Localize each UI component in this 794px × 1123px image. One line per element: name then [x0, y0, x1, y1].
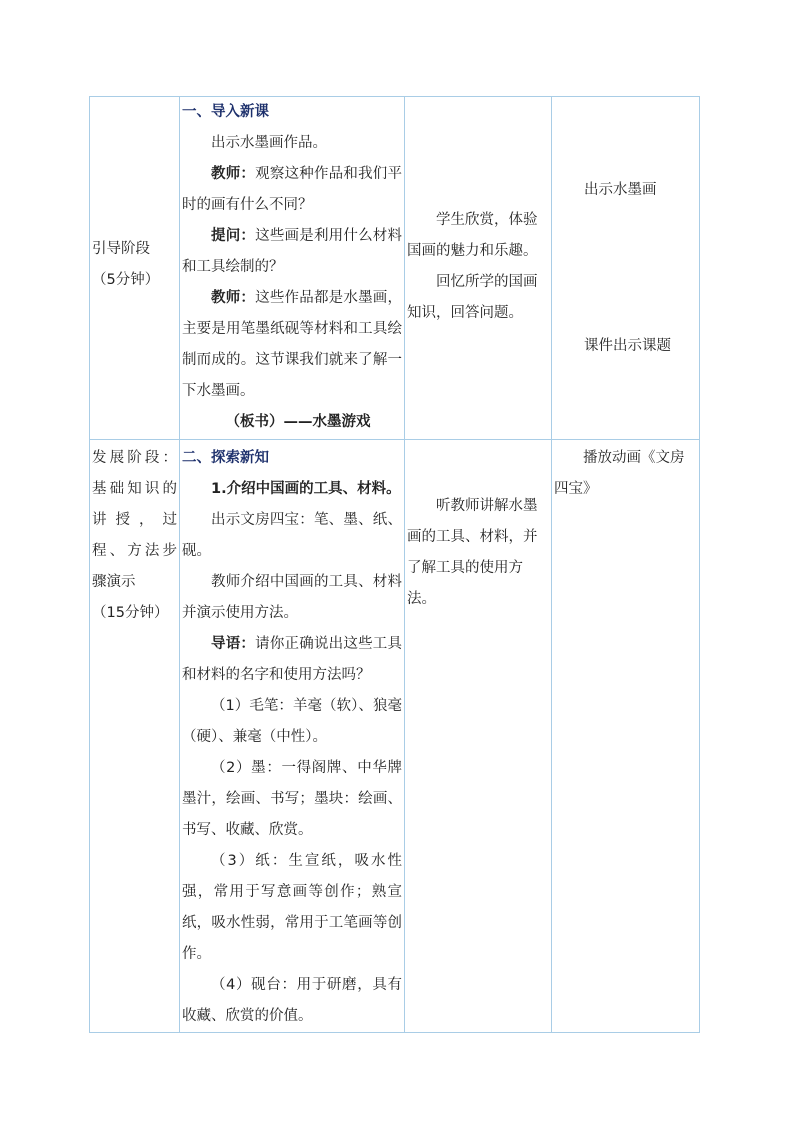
stage-time: （5分钟）: [92, 272, 160, 288]
stage-label: 发展阶段：基础知识的讲授，过程、方法步骤演示: [92, 450, 177, 590]
lesson-plan-table: [89, 96, 700, 1033]
teacher-label: 教师：: [211, 166, 256, 182]
table-row: [90, 97, 700, 440]
student-text-2: 回忆所学的国画知识，回答问题。: [407, 274, 538, 321]
stage-cell: [90, 97, 180, 440]
teacher-text: 观察这种作品和我们平时的画有什么不同？: [182, 166, 402, 213]
teacher2-text: 这些作品都是水墨画，主要是用笔墨纸砚等材料和工具绘制而成的。这节课我们就来了解一下水墨画。: [182, 290, 402, 399]
section-heading: 二、探索新知: [182, 450, 269, 466]
guide-text: 请你正确说出这些工具和材料的名字和使用方法吗？: [182, 636, 402, 683]
stage-label: 引导阶段: [92, 241, 150, 257]
media-cell: [552, 97, 700, 440]
list-item: （3）纸：生宣纸，吸水性强，常用于写意画等创作；熟宣纸，吸水性弱，常用于工笔画等创作。: [182, 853, 402, 962]
teacher-intro: 教师介绍中国画的工具、材料并演示使用方法。: [182, 574, 402, 621]
teacher-paragraph-2: [182, 283, 402, 407]
media-text-1: 播放动画《文房四宝》: [554, 450, 685, 497]
media-text-1: 出示水墨画: [584, 182, 657, 198]
show-line: 出示文房四宝：笔、墨、纸、砚。: [182, 512, 402, 559]
list-item: （4）砚台：用于研磨，具有收藏、欣赏的价值。: [182, 977, 402, 1024]
table-row: [90, 440, 700, 1033]
question-paragraph: [182, 221, 402, 283]
show-line: 出示水墨画作品。: [211, 135, 327, 151]
question-label: 提问：: [211, 228, 256, 244]
student-text-1: 学生欣赏，体验国画的魅力和乐趣。: [407, 212, 538, 259]
student-activity-cell: [405, 97, 552, 440]
stage-cell: [90, 440, 180, 1033]
teacher-paragraph: [182, 159, 402, 221]
item-title: 1.介绍中国画的工具、材料。: [211, 481, 401, 497]
list-item: （2）墨：一得阁牌、中华牌墨汁，绘画、书写；墨块：绘画、书写、收藏、欣赏。: [182, 760, 402, 838]
media-cell: [552, 440, 700, 1033]
student-text-1: 听教师讲解水墨画的工具、材料，并了解工具的使用方法。: [407, 498, 538, 607]
teacher2-label: 教师：: [211, 290, 256, 306]
guide-label: 导语：: [211, 636, 256, 652]
list-item: （1）毛笔：羊毫（软）、狼毫（硬）、兼毫（中性）。: [182, 698, 402, 745]
media-text-2: 课件出示课题: [584, 338, 671, 354]
section-heading: 一、导入新课: [182, 104, 269, 120]
student-activity-cell: [405, 440, 552, 1033]
teacher-activity-cell: [180, 97, 405, 440]
guide-paragraph: [182, 629, 402, 691]
teacher-activity-cell: [180, 440, 405, 1033]
question-text: 这些画是利用什么材料和工具绘制的？: [182, 228, 402, 275]
stage-time: （15分钟）: [92, 605, 169, 621]
board-note: （板书）——水墨游戏: [225, 414, 371, 430]
